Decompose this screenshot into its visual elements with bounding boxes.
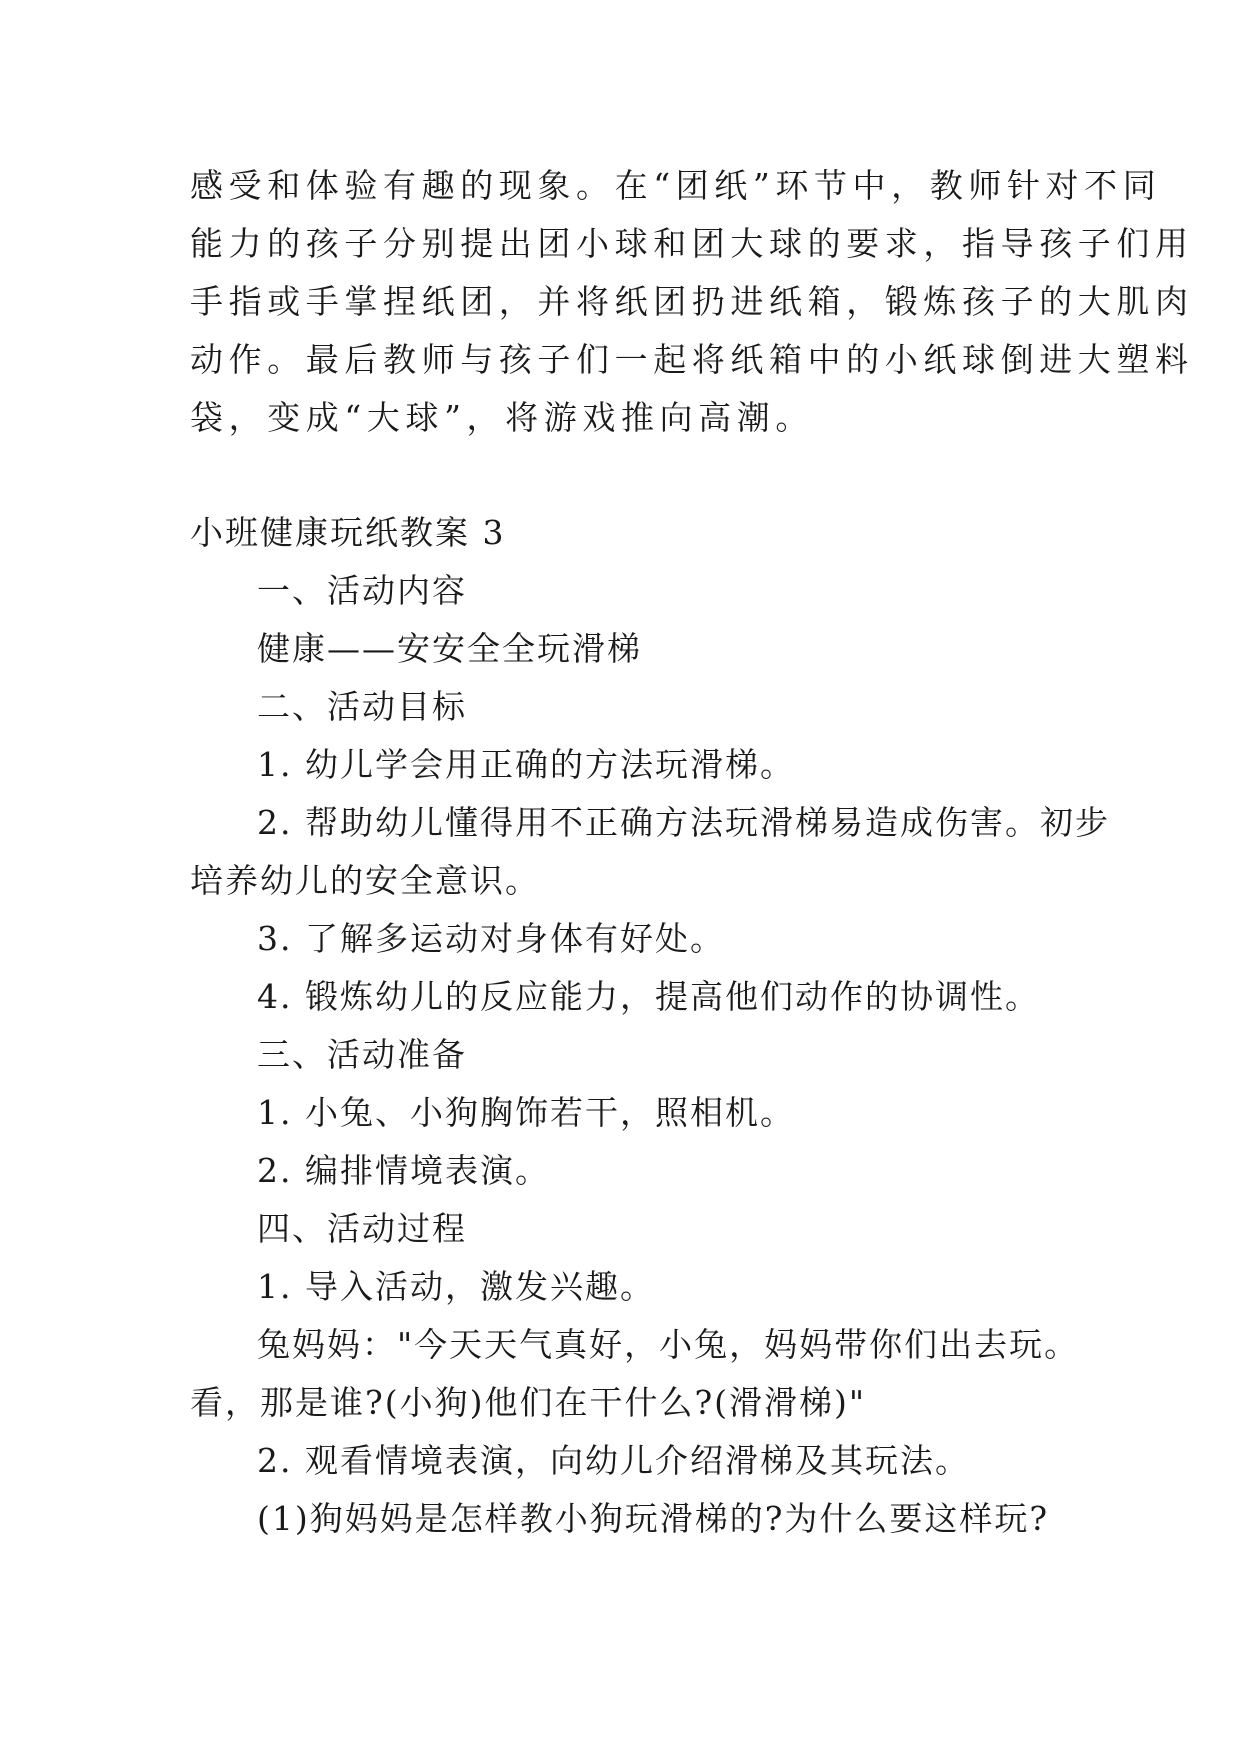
dialogue-line: 兔妈妈："今天天气真好，小兔，妈妈带你们出去玩。 [257, 1325, 1080, 1364]
activity-name: 健康——安安全全玩滑梯 [257, 629, 642, 668]
heading-activity-preparation: 三、活动准备 [257, 1035, 467, 1074]
goal-item: 3. 了解多运动对身体有好处。 [257, 919, 725, 958]
process-question: (1)狗妈妈是怎样教小狗玩滑梯的?为什么要这样玩? [257, 1499, 1050, 1538]
process-step: 2. 观看情境表演，向幼儿介绍滑梯及其玩法。 [257, 1441, 970, 1480]
paragraph-line: 动作。最后教师与孩子们一起将纸箱中的小纸球倒进大塑料 [190, 340, 1194, 379]
goal-item: 2. 帮助幼儿懂得用不正确方法玩滑梯易造成伤害。初步 [257, 803, 1110, 842]
goal-item: 4. 锻炼幼儿的反应能力，提高他们动作的协调性。 [257, 977, 1040, 1016]
preparation-item: 2. 编排情境表演。 [257, 1151, 550, 1190]
paragraph-line: 感受和体验有趣的现象。在“团纸”环节中，教师针对不同 [190, 166, 1162, 205]
goal-item-continued: 培养幼儿的安全意识。 [190, 861, 540, 900]
heading-activity-goals: 二、活动目标 [257, 687, 467, 726]
section-title: 小班健康玩纸教案 3 [190, 513, 506, 552]
goal-item: 1. 幼儿学会用正确的方法玩滑梯。 [257, 745, 795, 784]
paragraph-line: 手指或手掌捏纸团，并将纸团扔进纸箱，锻炼孩子的大肌肉 [190, 282, 1194, 321]
paragraph-line: 能力的孩子分别提出团小球和团大球的要求，指导孩子们用 [190, 224, 1194, 263]
heading-activity-process: 四、活动过程 [257, 1209, 467, 1248]
paragraph-line: 袋，变成“大球”，将游戏推向高潮。 [190, 398, 814, 437]
heading-activity-content: 一、活动内容 [257, 571, 467, 610]
preparation-item: 1. 小兔、小狗胸饰若干，照相机。 [257, 1093, 795, 1132]
dialogue-line-continued: 看，那是谁?(小狗)他们在干什么?(滑滑梯)" [190, 1383, 867, 1422]
process-step: 1. 导入活动，激发兴趣。 [257, 1267, 655, 1306]
